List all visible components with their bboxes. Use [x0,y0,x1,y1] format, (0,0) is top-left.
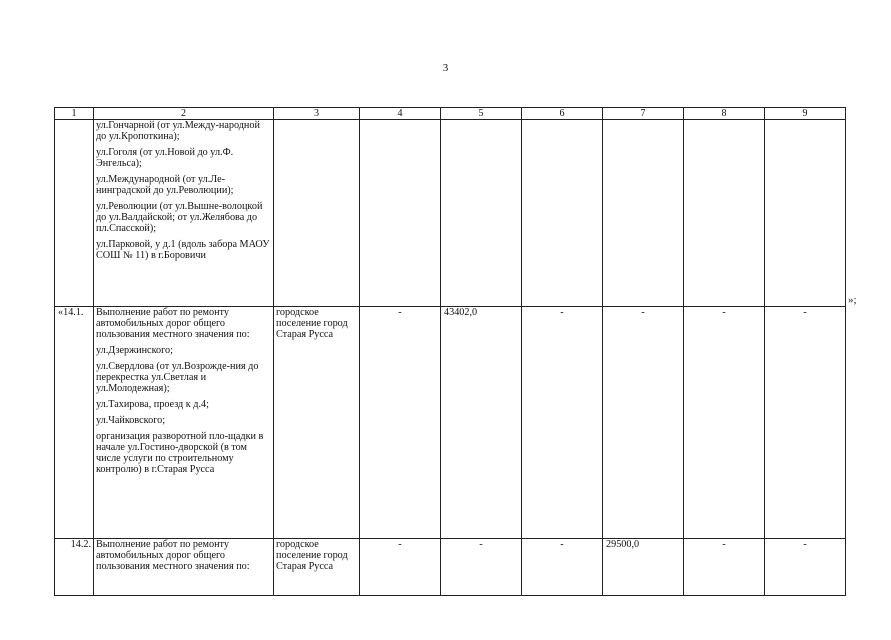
street-item: Выполнение работ по ремонту автомобильных дорог общего пользования местного значения по: [96,307,250,340]
value-cell: - [441,539,522,596]
program-table [54,107,846,596]
column-header: 4 [360,108,441,120]
street-item: ул.Дзержинского; [96,345,173,356]
column-header: 9 [765,108,846,120]
column-header: 8 [684,108,765,120]
value-cell [684,120,765,307]
street-item: ул.Гончарной (от ул.Между-народной до ул.Кропоткина); [96,120,260,142]
street-item: ул.Свердлова (от ул.Возрожде-ния до перекрестка ул.Светлая и ул.Молодежная); [96,361,259,394]
column-header: 5 [441,108,522,120]
street-item: ул.Революции (от ул.Вышне-волоцкой до ул.Валдайской; от ул.Желябова до пл.Спасской); [96,201,263,234]
page-number: 3 [442,62,449,74]
value-cell [360,120,441,307]
value-cell: 43402,0 [441,307,522,539]
street-item: организация разворотной пло-щадки в начале ул.Гостино-дворской (в том числе услуги по строительному контролю) в г.Старая Русса [96,431,264,475]
value-cell [603,120,684,307]
closing-quote-mark: »; [848,294,857,306]
work-description [94,120,274,307]
value-cell: - [765,539,846,596]
column-header: 7 [603,108,684,120]
executor-cell: городское поселение город Старая Русса [274,539,360,596]
value-cell: - [360,539,441,596]
column-header-row [55,108,846,120]
row-number [55,120,94,307]
street-item: ул.Гоголя (от ул.Новой до ул.Ф. Энгельса); [96,147,234,169]
executor-cell: городское поселение город Старая Русса [274,307,360,539]
value-cell: - [522,307,603,539]
table-row [55,120,846,307]
row-number: 14.2. [55,539,94,596]
value-cell: - [684,307,765,539]
row-number: «14.1. [55,307,94,539]
value-cell: - [360,307,441,539]
street-item: ул.Чайковского; [96,415,166,426]
column-header: 3 [274,108,360,120]
street-item: ул.Международной (от ул.Ле-нинградской до ул.Революции); [96,174,234,196]
street-item: ул.Тахирова, проезд к д.4; [96,399,209,410]
work-description [94,539,274,596]
work-description [94,307,274,539]
value-cell: - [522,539,603,596]
street-item: Выполнение работ по ремонту автомобильных дорог общего пользования местного значения по: [96,539,250,572]
executor-cell [274,120,360,307]
column-header: 2 [94,108,274,120]
table-row [55,307,846,539]
value-cell [522,120,603,307]
value-cell: 29500,0 [603,539,684,596]
value-cell: - [684,539,765,596]
street-item: ул.Парковой, у д.1 (вдоль забора МАОУ СОШ № 11) в г.Боровичи [96,239,270,261]
value-cell: - [765,307,846,539]
column-header: 1 [55,108,94,120]
value-cell [441,120,522,307]
value-cell [765,120,846,307]
column-header: 6 [522,108,603,120]
value-cell: - [603,307,684,539]
table-row [55,539,846,596]
